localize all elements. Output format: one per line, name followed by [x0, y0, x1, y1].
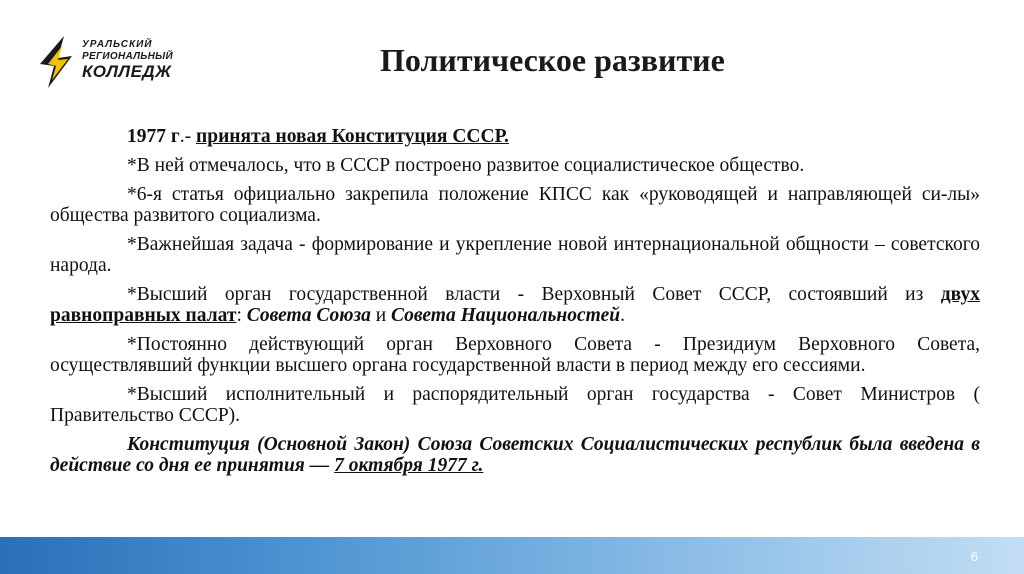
page-number: 6 — [970, 549, 978, 564]
paragraph-4: *Важнейшая задача - формирование и укрепление новой интернациональной общности – советского народа. — [50, 234, 980, 276]
logo-emblem-icon — [38, 34, 86, 90]
paragraph-5 — [50, 284, 980, 326]
slide-title: Политическое развитие — [380, 42, 725, 78]
soviet-union-text: Совета Союза — [246, 305, 371, 326]
year-dash: .- — [179, 126, 196, 147]
logo-line-3: КОЛЛЕДЖ — [82, 62, 172, 81]
p5-part-c: : — [236, 305, 247, 326]
constitution-date-text: 7 октября 1977 г. — [334, 455, 484, 476]
logo-line-2: РЕГИОНАЛЬНЫЙ — [82, 51, 173, 62]
constitution-adopted-text: принята новая Конституция СССР. — [195, 126, 509, 147]
soviet-nationalities-text: Совета Национальностей — [391, 305, 621, 326]
p5-part-e: и — [370, 305, 392, 326]
slide-content — [50, 126, 980, 484]
logo-text — [82, 40, 173, 80]
p5-part-a: *Высший орган государственной власти - Верховный Совет СССР, состоявший из — [127, 284, 941, 305]
constitution-intro-text: Конституция (Основной Закон) Союза Советских Социалистических республик была введена в действие со дня ее принятия — — [50, 434, 980, 476]
paragraph-3: *6-я статья официально закрепила положение КПСС как «руководящей и направляющей си-лы» общества развитого социализма. — [50, 184, 980, 226]
paragraph-1 — [50, 126, 980, 147]
p5-part-g: . — [620, 305, 625, 326]
college-logo — [38, 34, 173, 90]
paragraph-8 — [50, 434, 980, 476]
paragraph-6: *Постоянно действующий орган Верховного Совета - Президиум Верховного Совета, осуществлявший функции высшего органа государственной власти в период между его сессиями. — [50, 334, 980, 376]
year-text: 1977 г — [127, 126, 180, 147]
paragraph-2: *В ней отмечалось, что в СССР построено развитое социалистическое общество. — [127, 155, 805, 176]
two-chambers-text: двух равноправных палат — [50, 284, 980, 326]
paragraph-7: *Высший исполнительный и распорядительный орган государства - Совет Министров ( Правительство СССР). — [50, 384, 980, 426]
footer-bar — [0, 537, 1024, 574]
logo-line-1: УРАЛЬСКИЙ — [82, 39, 153, 50]
